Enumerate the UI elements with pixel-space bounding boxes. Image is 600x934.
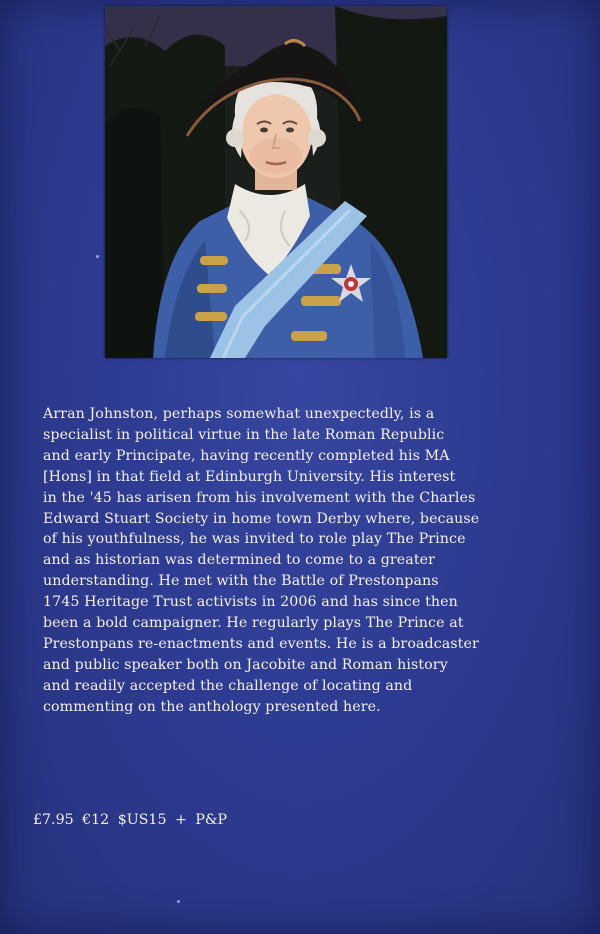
author-portrait	[105, 6, 447, 358]
author-photo	[105, 6, 447, 358]
print-speck	[96, 255, 99, 258]
author-bio: Arran Johnston, perhaps somewhat unexpectedly, is a specialist in political virtue in the late Roman Republic and early Principate, having recently completed his MA [Hons] in that field at Edinburgh University. His interest in the '45 has arisen from his involvement with the Charles Edward Stuart Society in home town Derby where, because of his youthfulness, he was invited to role play The Prince and as historian was determined to come to a greater understanding. He met with the Battle of Prestonpans 1745 Heritage Trust activists in 2006 and has since then been a bold campaigner. He regularly plays The Prince at Prestonpans re-enactments and events. He is a broadcaster and public speaker both on Jacobite and Roman history and readily accepted the challenge of locating and commenting on the anthology presented here.	[43, 406, 480, 715]
print-speck	[177, 900, 180, 903]
price-line: £7.95 €12 $US15 + P&P	[33, 812, 228, 828]
